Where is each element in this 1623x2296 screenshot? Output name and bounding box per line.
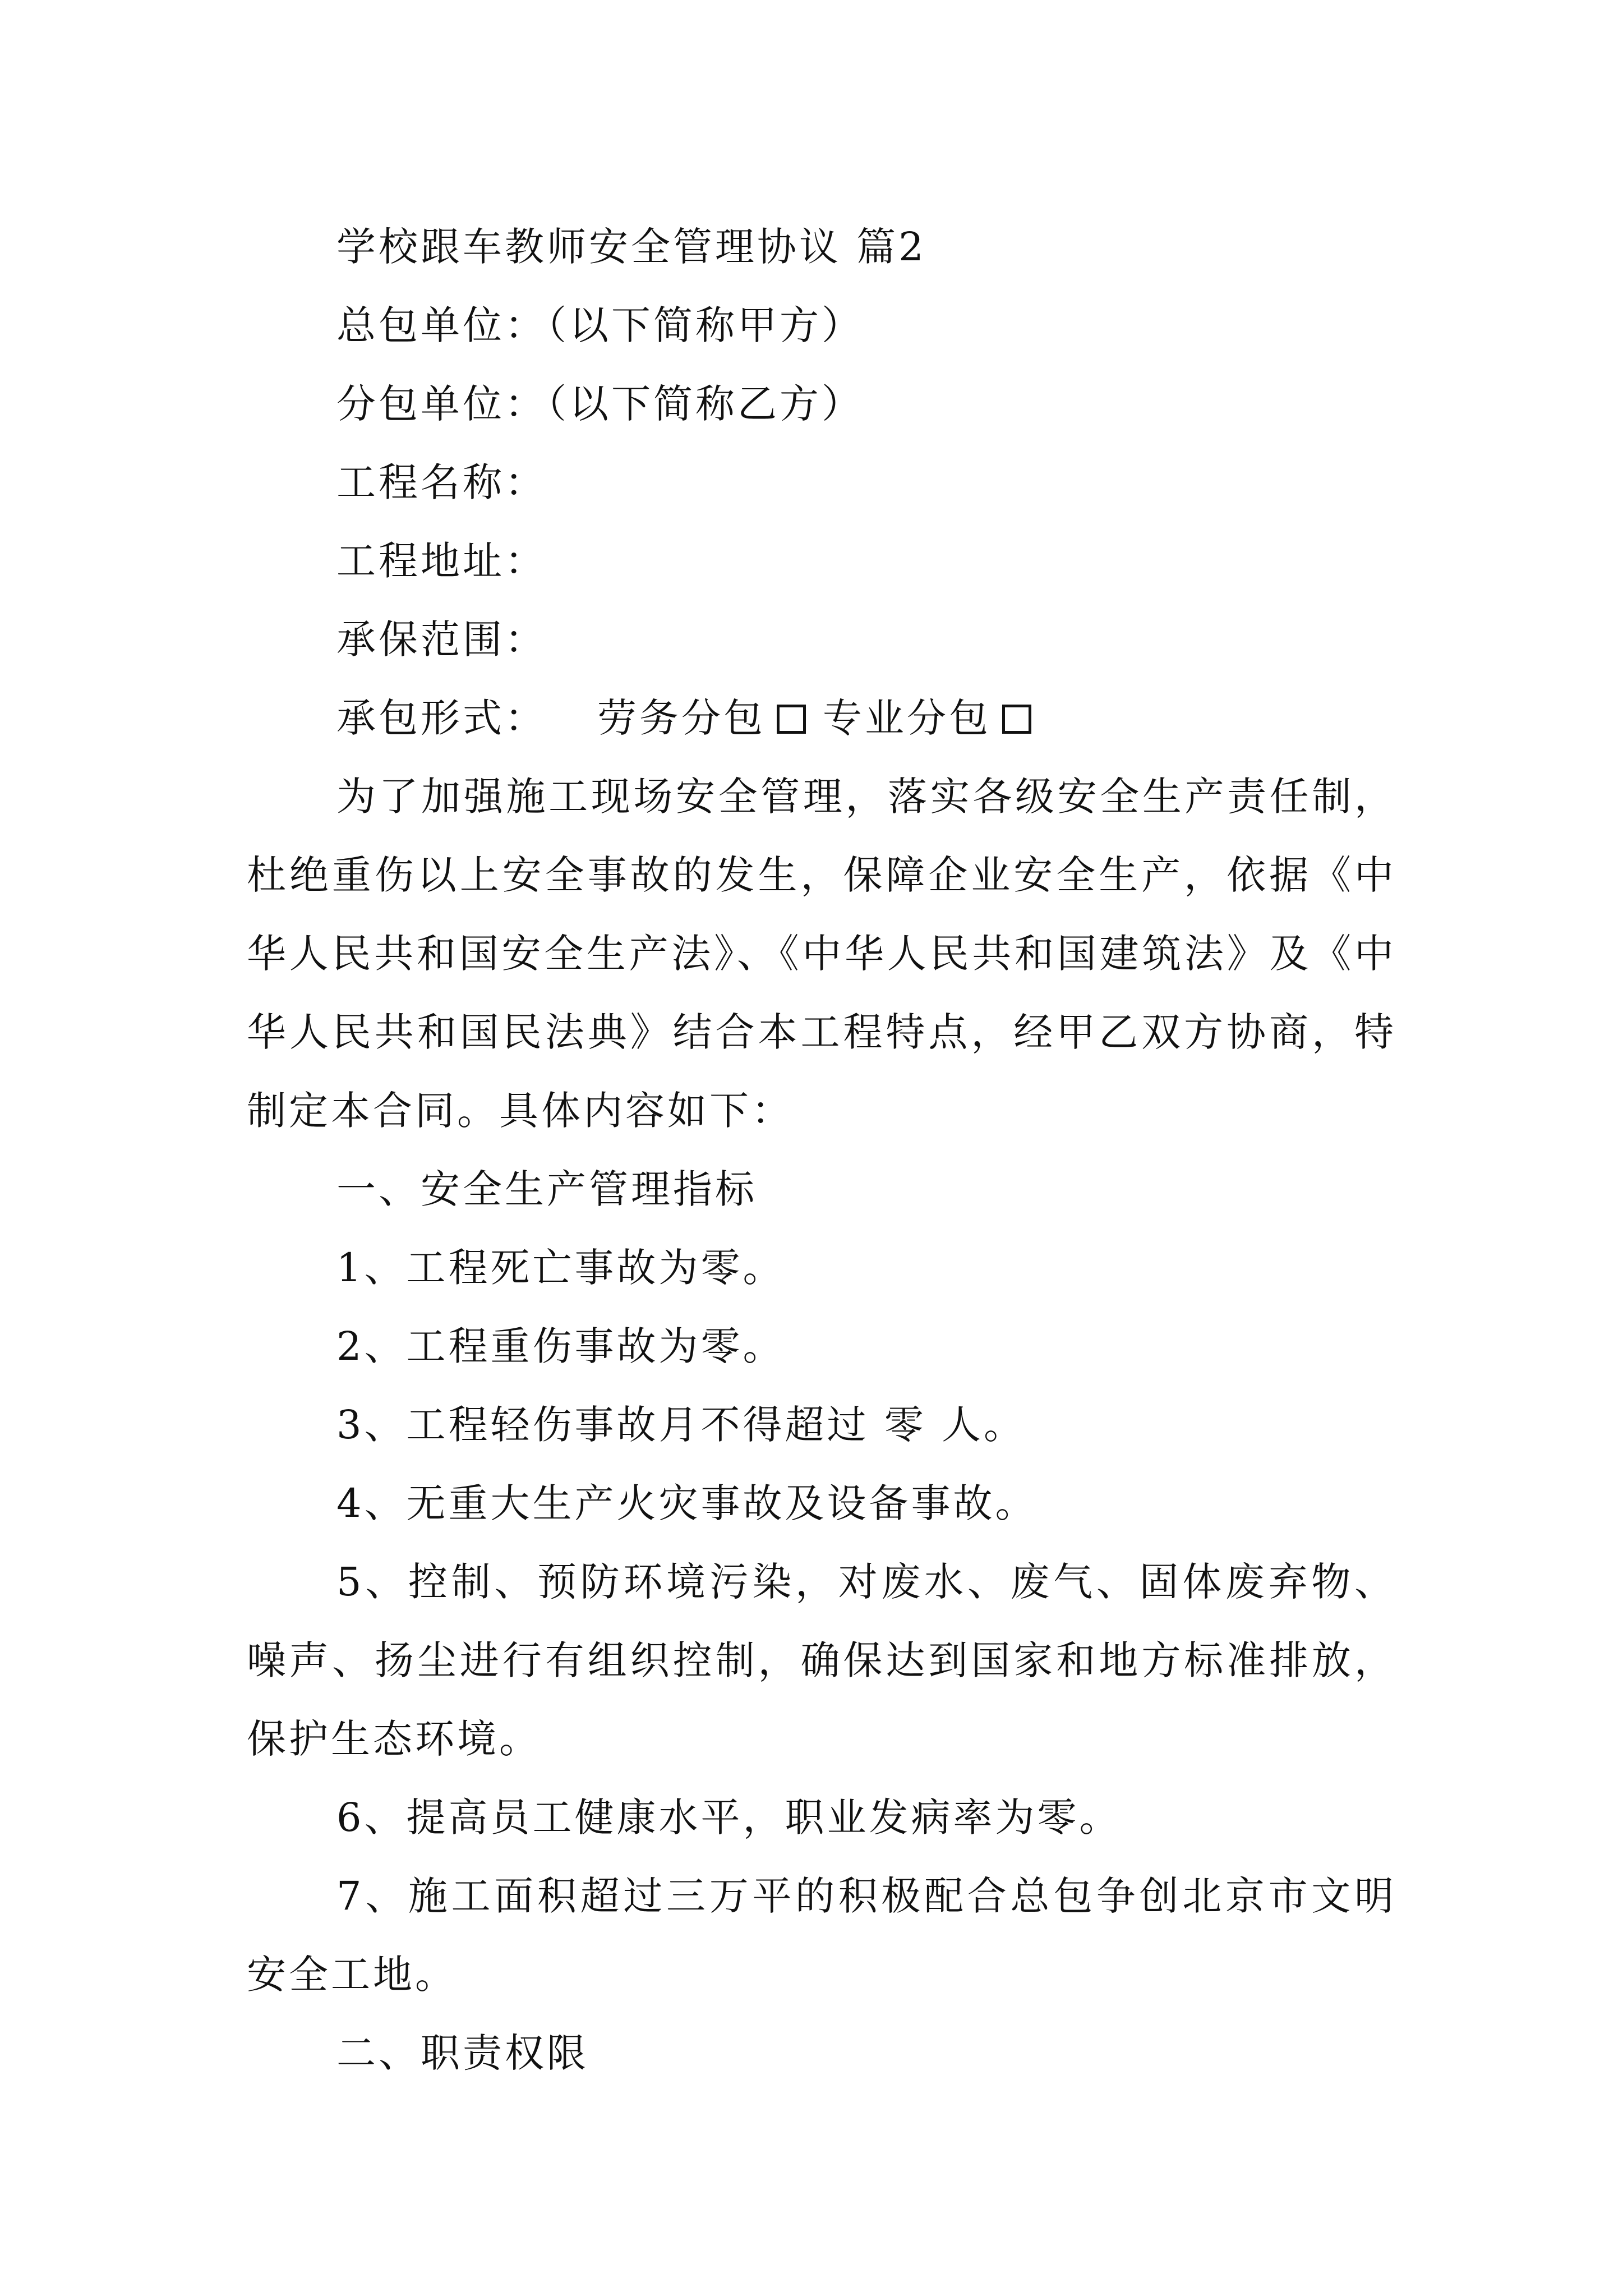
field-scope: 承保范围： <box>336 616 547 662</box>
section-heading: 一、安全生产管理指标 <box>336 1166 757 1212</box>
contract-form-label: 承包形式： <box>336 695 547 741</box>
field-project-name: 工程名称： <box>336 459 547 505</box>
option-labor-label: 劳务分包 <box>597 695 766 741</box>
field-subcontractor: 分包单位：（以下简称乙方） <box>336 381 864 427</box>
option-labor-checkbox[interactable] <box>777 705 806 734</box>
list-item: 2、工程重伤事故为零。 <box>336 1323 785 1369</box>
section-heading: 二、职责权限 <box>336 2030 589 2076</box>
document-body <box>247 208 1396 2092</box>
list-item: 5、控制、预防环境污染，对废水、废气、固体废弃物、噪声、扬尘进行有组织控制，确保达到国家和地方标准排放，保护生态环境。 <box>247 1559 1396 1762</box>
field-general-contractor: 总包单位：（以下简称甲方） <box>336 302 864 348</box>
list-item: 4、无重大生产火灾事故及设备事故。 <box>336 1480 1038 1526</box>
document-title: 学校跟车教师安全管理协议 篇2 <box>336 224 926 270</box>
list-item: 6、提高员工健康水平，职业发病率为零。 <box>336 1795 1122 1841</box>
field-project-address: 工程地址： <box>336 538 547 584</box>
field-contract-form <box>247 679 1396 757</box>
list-item: 3、工程轻伤事故月不得超过 零 人。 <box>336 1402 1026 1448</box>
option-professional-label: 专业分包 <box>823 695 991 741</box>
option-professional-checkbox[interactable] <box>1002 705 1031 734</box>
list-item: 7、施工面积超过三万平的积极配合总包争创北京市文明安全工地。 <box>247 1873 1396 1998</box>
intro-paragraph: 为了加强施工现场安全管理，落实各级安全生产责任制，杜绝重伤以上安全事故的发生，保障企业安全生产，依据《中华人民共和国安全生产法》、《中华人民共和国建筑法》及《中华人民共和国民法典》结合本工程特点，经甲乙双方协商，特制定本合同。具体内容如下： <box>247 774 1396 1134</box>
list-item: 1、工程死亡事故为零。 <box>336 1245 785 1291</box>
